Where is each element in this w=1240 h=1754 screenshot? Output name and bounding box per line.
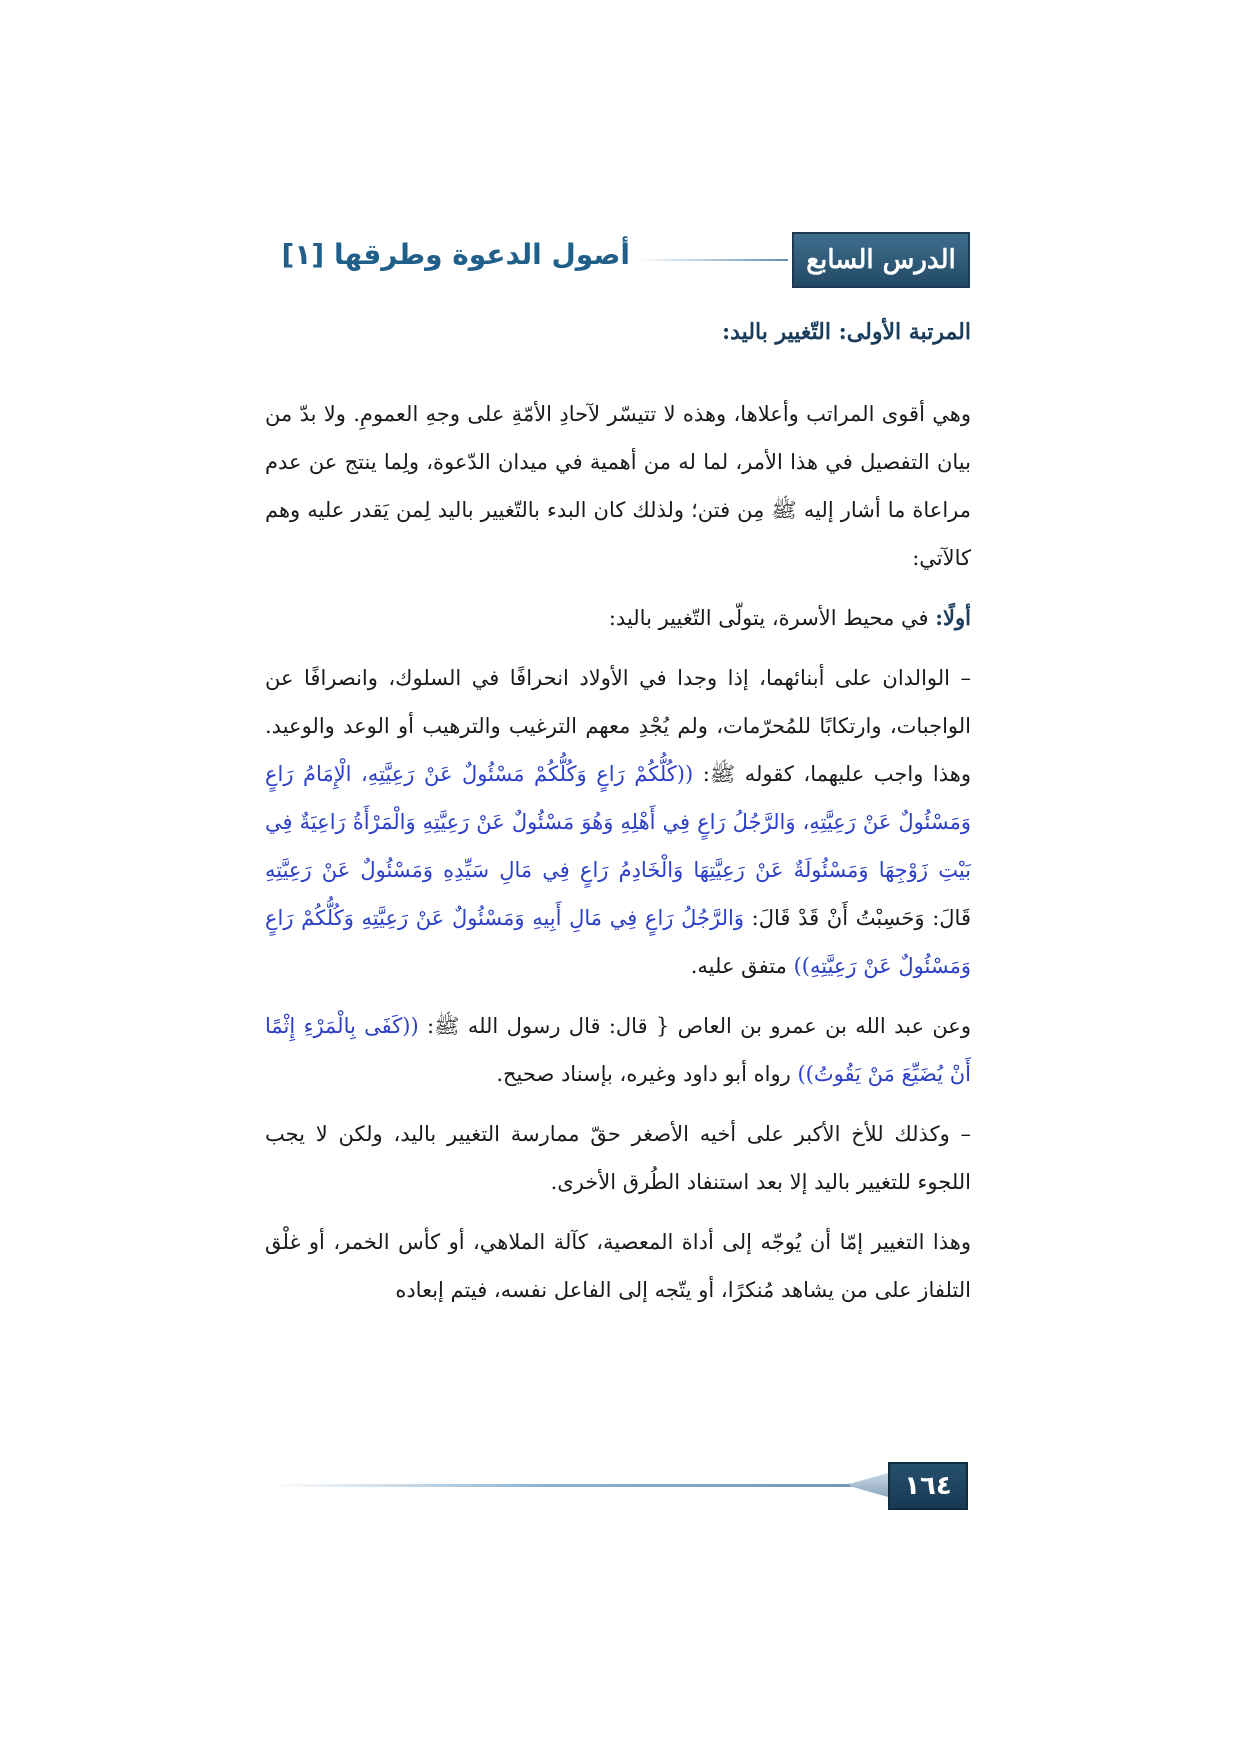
chapter-title: أصول الدعوة وطرقها [١] [281,238,630,271]
paragraph-brother: – وكذلك للأخ الأكبر على أخيه الأصغر حقّ ممارسة التغيير باليد، ولكن لا يجب اللجوء للتغيير باليد إلا بعد استنفاد الطُرق الأخرى. [265,1122,971,1194]
page-header [270,232,970,288]
paragraph-change: وهذا التغيير إمّا أن يُوجّه إلى أداة المعصية، كآلة الملاهي، أو كأس الخمر، أو غلْق التلفاز على من يشاهد مُنكرًا، أو يتّجه إلى الفاعل نفسه، فيتم إبعاده [265,1230,971,1302]
parents-text: – الوالدان على أبنائهما، إذا وجدا في الأولاد انحرافًا في السلوك، وانصرافًا عن الواجبات، وارتكابًا للمُحرّمات، ولم يُجْدِ معهم الترغيب والترهيب أو الوعد والوعيد. وهذا واجب عليهما، كقوله ﷺ: [265,666,971,786]
paragraph-abdullah [265,1002,971,1098]
narrator-note: قَالَ: وَحَسِبْتُ أَنْ قَدْ قَالَ: [751,906,971,930]
hadith-source: متفق عليه. [690,954,787,978]
paragraph-intro: وهي أقوى المراتب وأعلاها، وهذه لا تتيسّر لآحادِ الأمّةِ على وجهِ العمومِ. ولا بدّ من بيان التفصيل في هذا الأمر، لما له من أهمية في ميدان الدّعوة، ولِما ينتج عن عدم مراعاة ما أشار إليه ﷺ مِن فتن؛ ولذلك كان البدء بالتّغيير باليد لِمن يَقدر عليه وهم كالآتي: [265,402,971,570]
paragraph-first [265,594,971,642]
hadith-text-2: ((كَفَى بِالْمَرْءِ إِثْمًا أَنْ يُضَيِّعَ مَنْ يَقُوتُ)) [265,1014,971,1086]
header-divider [638,259,788,261]
lesson-badge: الدرس السابع [792,232,970,288]
hadith-text-end: وَالرَّجُلُ رَاعٍ فِي مَالِ أَبِيهِ وَمَسْئُولٌ عَنْ رَعِيَّتِهِ وَكُلُّكُمْ رَاعٍ وَمَسْئُولٌ عَنْ رَعِيَّتِهِ)) [265,906,971,978]
page-number: ١٦٤ [888,1462,968,1510]
paragraph-parents [265,654,971,990]
footer-divider [270,1484,870,1487]
hadith-source-2: رواه أبو داود وغيره، بإسناد صحيح. [496,1062,791,1086]
section-heading: المرتبة الأولى: التّغيير باليد: [722,319,971,345]
abdullah-intro: وعن عبد الله بن عمرو بن العاص { قال: قال رسول الله ﷺ: [427,1014,971,1038]
first-text: في محيط الأسرة، يتولّى التّغيير باليد: [608,606,929,630]
footer-ornament [850,1472,892,1498]
hadith-text: ((كُلُّكُمْ رَاعٍ وَكُلُّكُمْ مَسْئُولٌ عَنْ رَعِيَّتِهِ، الْإِمَامُ رَاعٍ وَمَسْئُولٌ عَنْ رَعِيَّتِهِ، وَالرَّجُلُ رَاعٍ فِي أَهْلِهِ وَهُوَ مَسْئُولٌ عَنْ رَعِيَّتِهِ وَالْمَرْأَةُ رَاعِيَةٌ فِي بَيْتِ زَوْجِهَا وَمَسْئُولَةٌ عَنْ رَعِيَّتِهَا وَالْخَادِمُ رَاعٍ فِي مَالِ سَيِّدِهِ وَمَسْئُولٌ عَنْ رَعِيَّتِهِ [265,762,971,882]
first-lead: أولًا: [935,605,971,630]
page-content [265,308,971,1326]
